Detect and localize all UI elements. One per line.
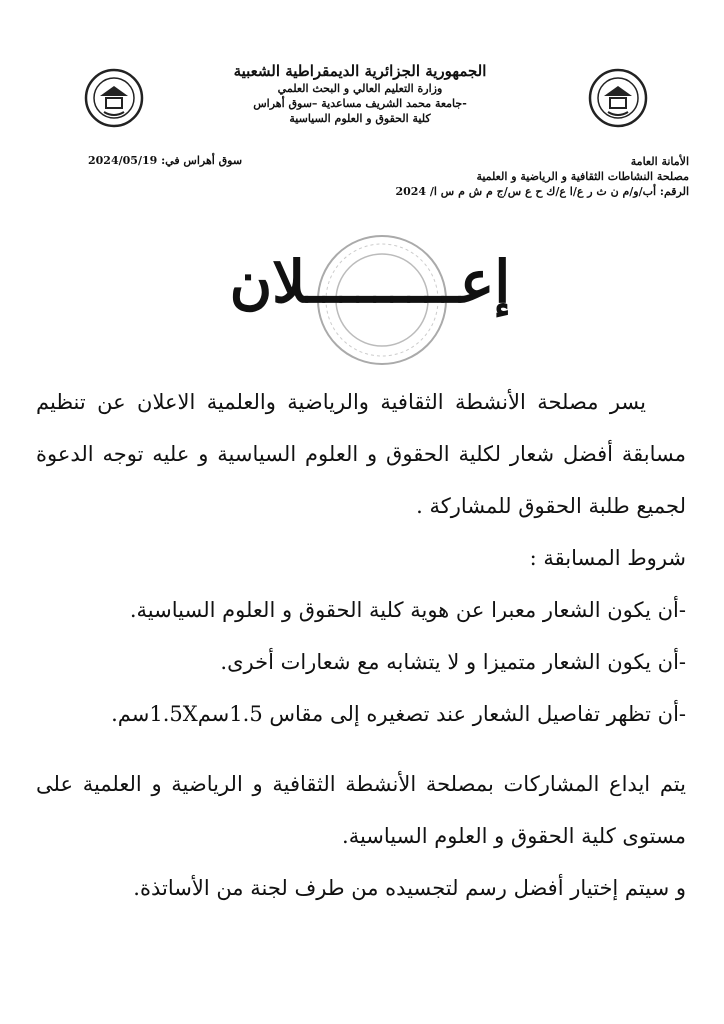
intro-paragraph: يسر مصلحة الأنشطة الثقافية والرياضية والعلمية الاعلان عن تنظيم مسابقة أفضل شعار لكلية الحقوق و العلوم السياسية و عليه توجه الدعوة لجميع طلبة الحقوق للمشاركة . <box>36 390 686 518</box>
faculty-name: كلية الحقوق و العلوم السياسية <box>289 112 431 125</box>
condition-item: -أن تظهر تفاصيل الشعار عند تصغيره إلى مقاس 1.5سم1.5Xسم. <box>111 702 686 726</box>
selection-paragraph: و سيتم إختيار أفضل رسم لتجسيده من طرف لجنة من الأساتذة. <box>133 876 686 900</box>
ministry-name: وزارة التعليم العالي و البحث العلمي <box>277 82 443 95</box>
condition-item: -أن يكون الشعار معبرا عن هوية كلية الحقوق و العلوم السياسية. <box>129 598 686 622</box>
place-date: سوق أهراس في: 2024/05/19 <box>88 154 243 167</box>
announcement-body <box>36 376 686 914</box>
letterhead <box>190 62 530 126</box>
sender-info <box>269 154 689 199</box>
department-general: الأمانة العامة <box>630 155 689 168</box>
conditions-heading: شروط المسابقة : <box>529 546 686 570</box>
university-logo-icon <box>82 66 146 130</box>
condition-item: -أن يكون الشعار متميزا و لا يتشابه مع شعارات أخرى. <box>220 650 686 674</box>
country-name: الجمهورية الجزائرية الديمقراطية الشعبية <box>233 62 487 80</box>
department-activities: مصلحة النشاطات الثقافية و الرياضية و العلمية <box>476 170 689 183</box>
announcement-title: إعـــــــــلان <box>229 248 511 316</box>
university-name: -جامعة محمد الشريف مساعدية –سوق أهراس <box>253 97 467 110</box>
reference-number: الرقم: أب/و/م ن ث ر ع/ا ع/ك ح ع س/ج م ش م س ا/ 2024 <box>395 185 689 198</box>
university-logo-icon <box>586 66 650 130</box>
submission-paragraph: يتم ايداع المشاركات بمصلحة الأنشطة الثقافية و الرياضية و العلمية على مستوى كلية الحقوق و العلوم السياسية. <box>36 772 686 848</box>
